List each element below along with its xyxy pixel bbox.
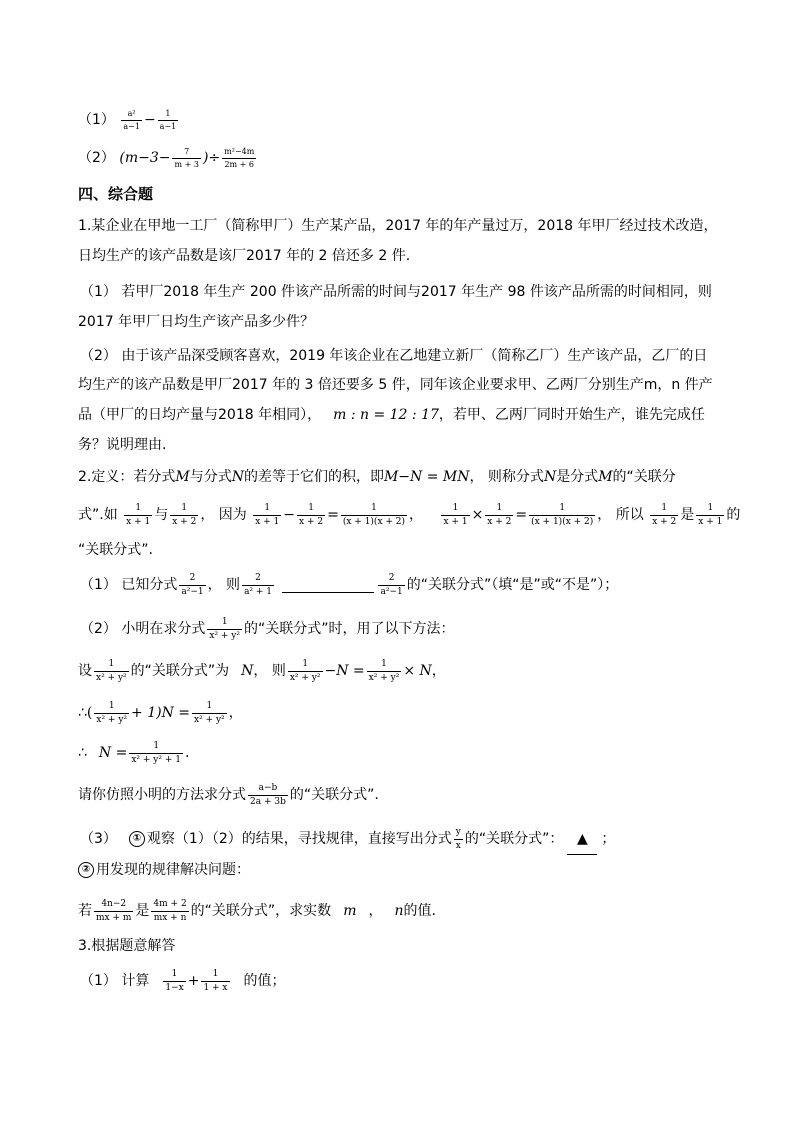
method-line: 请你仿照小明的方法求分式 $\frac{a-b}{2a + 3b}$ 的“关联分式”. — [78, 782, 379, 807]
q3-sub1: （1） 计算 $\frac{1}{1-x}$ + $\frac{1}{1 + x}$ 的值； — [80, 968, 286, 993]
fraction: $\frac{1}{x + 2}$ — [299, 502, 324, 527]
q2-sub3: （3） ① 观察（1）（2）的结果，寻找规律，直接写出分式 $\frac{y}{x}$ 的“关联分式”： ▲ ； — [80, 824, 615, 854]
fraction: $\frac{1}{1-x}$ — [165, 968, 184, 993]
method-line: ∴ N = $\frac{1}{\text{x² + y² + 1}}$ . — [78, 740, 190, 765]
q1-line: （2） 由于该产品深受顾客喜欢，2019 年该企业在乙地建立新厂（简称乙厂）生产该产品，乙厂的日 — [80, 348, 708, 364]
fraction: $\frac{1}{\text{x² + y²}}$ — [209, 616, 240, 641]
answer-blank[interactable] — [282, 578, 374, 593]
fraction: $\frac{1}{x + 1}$ — [255, 502, 280, 527]
circled-number: ② — [78, 862, 94, 878]
fraction: $\frac{1}{x + 2}$ — [487, 502, 512, 527]
fraction: $\frac{1}{x + 1}$ — [443, 502, 468, 527]
answer-blank[interactable]: ▲ — [567, 824, 597, 855]
fraction: $\frac{1}{\text{x² + y²}}$ — [194, 700, 225, 725]
fraction: $\frac{y}{x}$ — [455, 826, 461, 851]
q1-line: 务？说明理由. — [78, 437, 167, 453]
exercise-1: （1） $\frac{\text{a²}}{a-1}$ − $\frac{1}{a-1}$ — [78, 108, 177, 131]
fraction: $\frac{2}{\text{a² + 1}}$ — [244, 572, 273, 597]
q2-sub1: （1） 已知分式 $\frac{2}{\text{a²−1}}$ ， 则 $\frac{2}{\text{a² + 1}}$ $\frac{2}{\text{a²−1}}$ 的“关联分式”（填“是”或“不是”）； — [80, 572, 619, 597]
fraction: $\frac{1}{\text{x² + y²}}$ — [368, 658, 400, 683]
fraction: $\frac{1}{\text{x² + y²}}$ — [96, 700, 128, 725]
fraction: $\frac{1}{x + 1}$ — [698, 502, 723, 527]
section-title: 四、综合题 — [78, 185, 154, 203]
fraction: $\frac{4n-2}{mx + m}$ — [96, 898, 132, 923]
method-line: 设 $\frac{1}{\text{x² + y²}}$ 的“关联分式”为 N， 则 $\frac{1}{\text{x² + y²}}$ −N = $\frac{1}{\text{x² + y²}}$ × N， — [78, 658, 446, 683]
fraction: $\frac{1}{\text{x² + y² + 1}}$ — [131, 740, 181, 765]
fraction: $\frac{1}{1 + x}$ — [203, 968, 228, 993]
fraction: $\frac{1}{x + 2}$ — [652, 502, 677, 527]
q1-line: 1.某企业在甲地一工厂（简称甲厂）生产某产品，2017 年的年产量过万，2018 年甲厂经过技术改造， — [78, 218, 718, 234]
q2-line: 式”.如 $\frac{1}{x + 1}$ 与 $\frac{1}{x + 2}$ ， 因为 $\frac{1}{x + 1}$ − $\frac{1}{x + 2}$ = $\frac{1}{(x + 1)(x + 2)}$ ， $\frac{1}{x + 1}$ × $\frac{1}{x + 2}$ = $\frac{1}{(x + 1)(x + 2)}$ ， 所以 $\frac{1}{x + 2}$ 是 $\frac{1}{x + 1}$ 的 — [78, 502, 741, 527]
q2-sub2: （2） 小明在求分式 $\frac{1}{\text{x² + y²}}$ 的“关联分式”时，用了以下方法： — [80, 616, 455, 641]
fraction: $\frac{7}{m + 3}$ — [174, 146, 199, 169]
fraction: $\frac{1}{(x + 1)(x + 2)}$ — [342, 502, 406, 527]
fraction: $\frac{1}{\text{x² + y²}}$ — [96, 658, 127, 683]
q2-line: “关联分式”. — [78, 542, 153, 558]
fraction: $\frac{2}{\text{a²−1}}$ — [380, 572, 403, 597]
q2-line: 2.定义：若分式M与分式N的差等于它们的积，即M−N = MN， 则称分式N是分式M的“关联分 — [78, 469, 676, 485]
q1-line: 2017 年甲厂日均生产该产品多少件？ — [78, 314, 315, 330]
q2-sub3b-line: 若 $\frac{4n-2}{mx + m}$ 是 $\frac{4m + 2}{mx + n}$ 的“关联分式”，求实数 m ， n的值. — [78, 898, 436, 923]
fraction: $\frac{\text{m²−4m}}{2m + 6}$ — [224, 146, 255, 169]
q1-line: 日均生产的该产品数是该厂2017 年的 2 倍还多 2 件. — [78, 248, 411, 264]
fraction: $\frac{1}{x + 1}$ — [126, 502, 151, 527]
circled-number: ① — [129, 831, 145, 847]
fraction: $\frac{\text{a²}}{a-1}$ — [123, 108, 140, 131]
fraction: $\frac{a-b}{2a + 3b}$ — [250, 782, 286, 807]
exercise-2: （2） (m−3− $\frac{7}{m + 3}$ )÷ $\frac{\text{m²−4m}}{2m + 6}$ — [78, 146, 255, 169]
method-line: ∴( $\frac{1}{\text{x² + y²}}$ + 1)N = $\frac{1}{\text{x² + y²}}$ ， — [78, 700, 243, 725]
q2-sub3b: ② 用发现的规律解决问题： — [78, 858, 250, 882]
fraction: $\frac{1}{\text{x² + y²}}$ — [289, 658, 321, 683]
fraction: $\frac{1}{a-1}$ — [159, 108, 177, 131]
fraction: $\frac{1}{(x + 1)(x + 2)}$ — [531, 502, 594, 527]
q3-line: 3.根据题意解答 — [78, 938, 176, 954]
fraction: $\frac{1}{x + 2}$ — [172, 502, 197, 527]
fraction: $\frac{2}{\text{a²−1}}$ — [181, 572, 204, 597]
q1-line: （1） 若甲厂2018 年生产 200 件该产品所需的时间与2017 年生产 98 件该产品所需的时间相同，则 — [80, 284, 712, 300]
fraction: $\frac{4m + 2}{mx + n}$ — [153, 898, 187, 923]
q1-line: 品（甲厂的日均产量与2018 年相同）， m : n = 12 : 17，若甲、乙两厂同时开始生产，谁先完成任 — [78, 407, 705, 423]
q1-line: 均生产的该产品数是甲厂2017 年的 3 倍还要多 5 件，同年该企业要求甲、乙两厂分别生产m，n 件产 — [78, 377, 713, 393]
